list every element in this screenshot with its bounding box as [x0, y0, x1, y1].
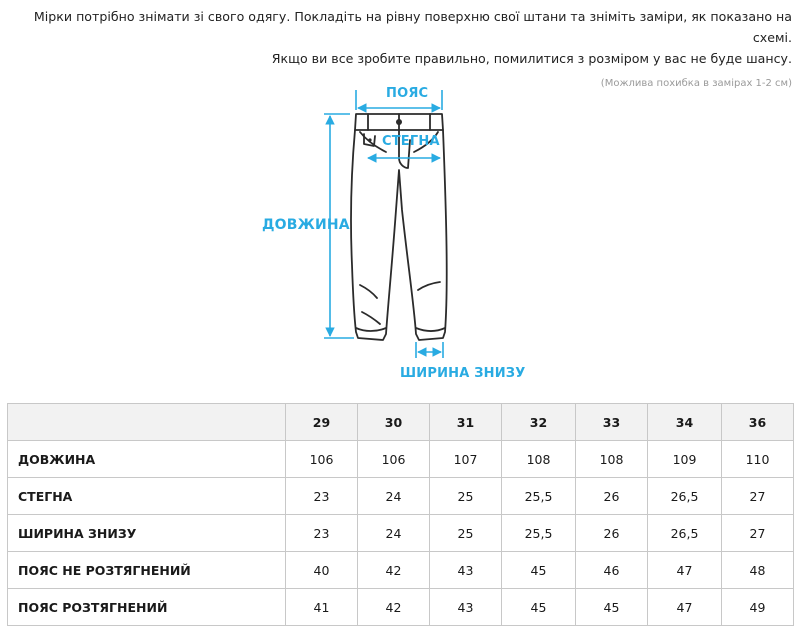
pants-illustration: [250, 80, 550, 390]
belt-label: ПОЯС: [386, 86, 429, 101]
table-cell: 109: [648, 441, 722, 478]
button-icon: [396, 119, 402, 125]
table-cell: 27: [722, 515, 794, 552]
table-cell: 23: [286, 478, 358, 515]
table-cell: 106: [286, 441, 358, 478]
table-cell: 42: [358, 589, 430, 626]
row-name: СТЕГНА: [8, 478, 286, 515]
hips-label: СТЕГНА: [382, 134, 440, 149]
table-row: [8, 478, 794, 515]
table-cell: 26,5: [648, 515, 722, 552]
size-header: 29: [286, 404, 358, 441]
table-cell: 108: [576, 441, 648, 478]
header-corner: [8, 404, 286, 441]
table-cell: 49: [722, 589, 794, 626]
table-cell: 27: [722, 478, 794, 515]
pants-measurement-diagram: [250, 80, 550, 390]
table-cell: 24: [358, 515, 430, 552]
table-cell: 26,5: [648, 478, 722, 515]
bottom-width-label: ШИРИНА ЗНИЗУ: [400, 366, 526, 381]
table-cell: 24: [358, 478, 430, 515]
table-cell: 26: [576, 478, 648, 515]
table-cell: 48: [722, 552, 794, 589]
table-cell: 106: [358, 441, 430, 478]
row-name: ПОЯС НЕ РОЗТЯГНЕНИЙ: [8, 552, 286, 589]
table-cell: 108: [502, 441, 576, 478]
rivet-icon: [368, 138, 371, 141]
table-cell: 110: [722, 441, 794, 478]
error-margin-note: (Можлива похибка в замірах 1-2 см): [600, 78, 792, 89]
instructions-line-2: Якщо ви все зробите правильно, помилитися з розміром у вас не буде шансу.: [271, 51, 792, 66]
table-cell: 23: [286, 515, 358, 552]
size-header-row: [8, 404, 794, 441]
table-cell: 107: [430, 441, 502, 478]
table-cell: 41: [286, 589, 358, 626]
size-table: [7, 403, 794, 626]
bottom-width-measure-arrow: [416, 342, 443, 358]
row-name: ШИРИНА ЗНИЗУ: [8, 515, 286, 552]
table-row: [8, 441, 794, 478]
size-header: 30: [358, 404, 430, 441]
table-cell: 42: [358, 552, 430, 589]
size-header: 34: [648, 404, 722, 441]
table-row: [8, 515, 794, 552]
table-cell: 45: [502, 552, 576, 589]
instructions-line-1: Мірки потрібно знімати зі свого одягу. Покладіть на рівну поверхню свої штани та зніміть заміри, як показано на схемі.: [33, 9, 792, 45]
row-name: ПОЯС РОЗТЯГНЕНИЙ: [8, 589, 286, 626]
table-row: [8, 589, 794, 626]
table-row: [8, 552, 794, 589]
table-cell: 25,5: [502, 478, 576, 515]
table-cell: 43: [430, 589, 502, 626]
table-cell: 47: [648, 552, 722, 589]
size-header: 31: [430, 404, 502, 441]
length-label: ДОВЖИНА: [262, 217, 350, 233]
table-cell: 25: [430, 515, 502, 552]
table-cell: 40: [286, 552, 358, 589]
size-header: 33: [576, 404, 648, 441]
row-name: ДОВЖИНА: [8, 441, 286, 478]
table-cell: 25,5: [502, 515, 576, 552]
table-cell: 26: [576, 515, 648, 552]
table-cell: 25: [430, 478, 502, 515]
table-cell: 47: [648, 589, 722, 626]
table-cell: 43: [430, 552, 502, 589]
table-cell: 46: [576, 552, 648, 589]
size-header: 36: [722, 404, 794, 441]
size-header: 32: [502, 404, 576, 441]
table-cell: 45: [502, 589, 576, 626]
table-cell: 45: [576, 589, 648, 626]
